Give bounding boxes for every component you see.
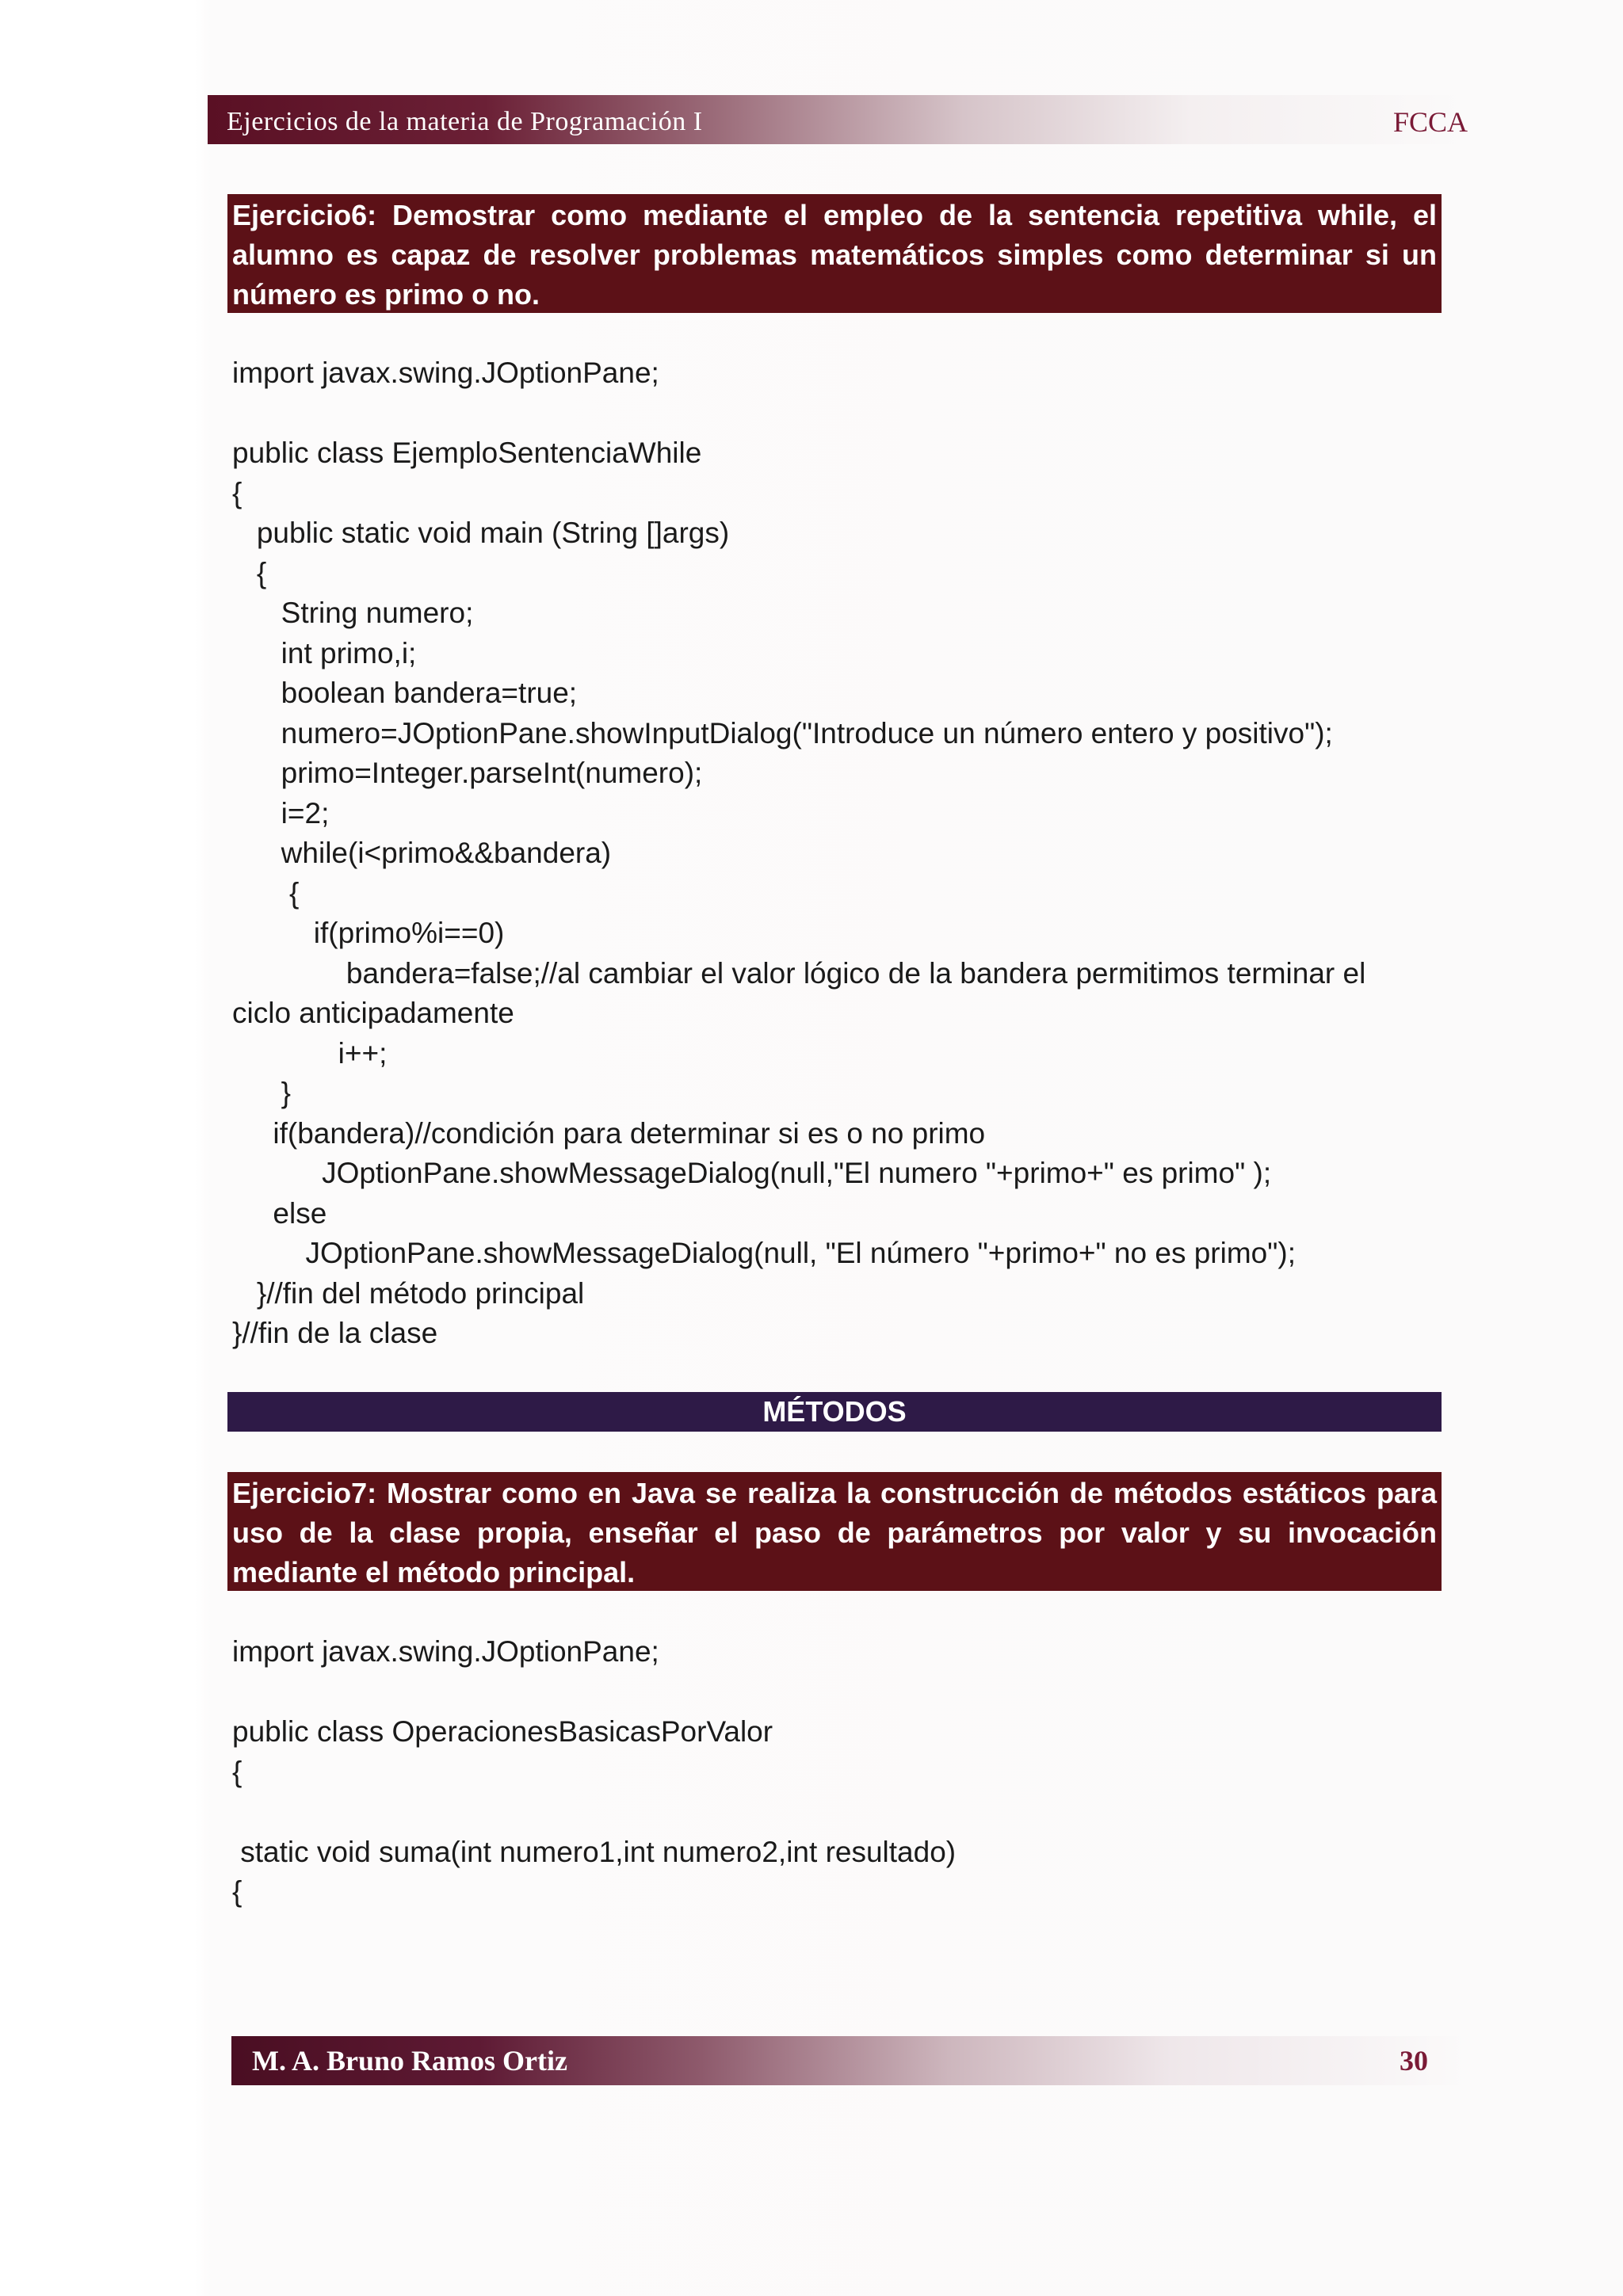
code-line: }//fin del método principal bbox=[232, 1276, 585, 1310]
code-line: { bbox=[232, 556, 267, 589]
exercise6-statement: Ejercicio6: Demostrar como mediante el empleo de la sentencia repetitiva while, el alumno es capaz de resolver problemas matemáticos simples como determinar si un número es primo o no. bbox=[227, 194, 1442, 313]
code-line: if(bandera)//condición para determinar si es o no primo bbox=[232, 1116, 986, 1150]
code-line: i=2; bbox=[232, 796, 330, 830]
code-line: { bbox=[232, 1875, 242, 1908]
code-line: JOptionPane.showMessageDialog(null, "El número "+primo+" no es primo"); bbox=[232, 1237, 1296, 1269]
header-title: Ejercicios de la materia de Programación I bbox=[227, 107, 703, 136]
code-line: int primo,i; bbox=[232, 636, 417, 669]
code-block-methods bbox=[232, 1632, 1442, 1913]
code-line: boolean bandera=true; bbox=[232, 677, 578, 709]
code-line: import javax.swing.JOptionPane; bbox=[232, 1635, 659, 1668]
header-institution: FCCA bbox=[1392, 106, 1468, 138]
exercise7-statement: Ejercicio7: Mostrar como en Java se realiza la construcción de métodos estáticos para uso de la clase propia, enseñar el paso de parámetros por valor y su invocación mediante el método principal. bbox=[227, 1472, 1442, 1591]
code-line: JOptionPane.showMessageDialog(null,"El numero "+primo+" es primo" ); bbox=[232, 1157, 1272, 1189]
code-line: public class OperacionesBasicasPorValor bbox=[232, 1715, 773, 1748]
code-line: String numero; bbox=[232, 597, 474, 629]
code-line: while(i<primo&&bandera) bbox=[232, 837, 612, 869]
footer-author: M. A. Bruno Ramos Ortiz bbox=[252, 2045, 567, 2077]
code-line: else bbox=[232, 1196, 327, 1230]
section-title-methods: MÉTODOS bbox=[227, 1392, 1442, 1432]
code-line: ciclo anticipadamente bbox=[232, 997, 514, 1029]
code-line: bandera=false;//al cambiar el valor lógico de la bandera permitimos terminar el bbox=[232, 956, 1366, 990]
page-number: 30 bbox=[1400, 2045, 1428, 2077]
code-line: primo=Integer.parseInt(numero); bbox=[232, 757, 703, 789]
code-line: } bbox=[232, 1077, 292, 1109]
code-line: import javax.swing.JOptionPane; bbox=[232, 357, 659, 389]
code-line bbox=[232, 394, 1442, 434]
code-line: if(primo%i==0) bbox=[232, 917, 505, 949]
code-line: { bbox=[232, 1755, 242, 1788]
code-line bbox=[232, 1792, 1442, 1833]
code-line: }//fin de la clase bbox=[232, 1317, 438, 1349]
code-line: static void suma(int numero1,int numero2,int resultado) bbox=[232, 1835, 957, 1868]
code-line: i++; bbox=[232, 1036, 388, 1070]
code-block-while bbox=[232, 353, 1442, 1354]
code-line: numero=JOptionPane.showInputDialog("Introduce un número entero y positivo"); bbox=[232, 716, 1333, 749]
code-line: { bbox=[232, 476, 242, 509]
code-line: public class EjemploSentenciaWhile bbox=[232, 437, 702, 469]
code-line bbox=[232, 1672, 1442, 1713]
code-line: public static void main (String []args) bbox=[232, 517, 730, 549]
code-line: { bbox=[232, 876, 300, 910]
